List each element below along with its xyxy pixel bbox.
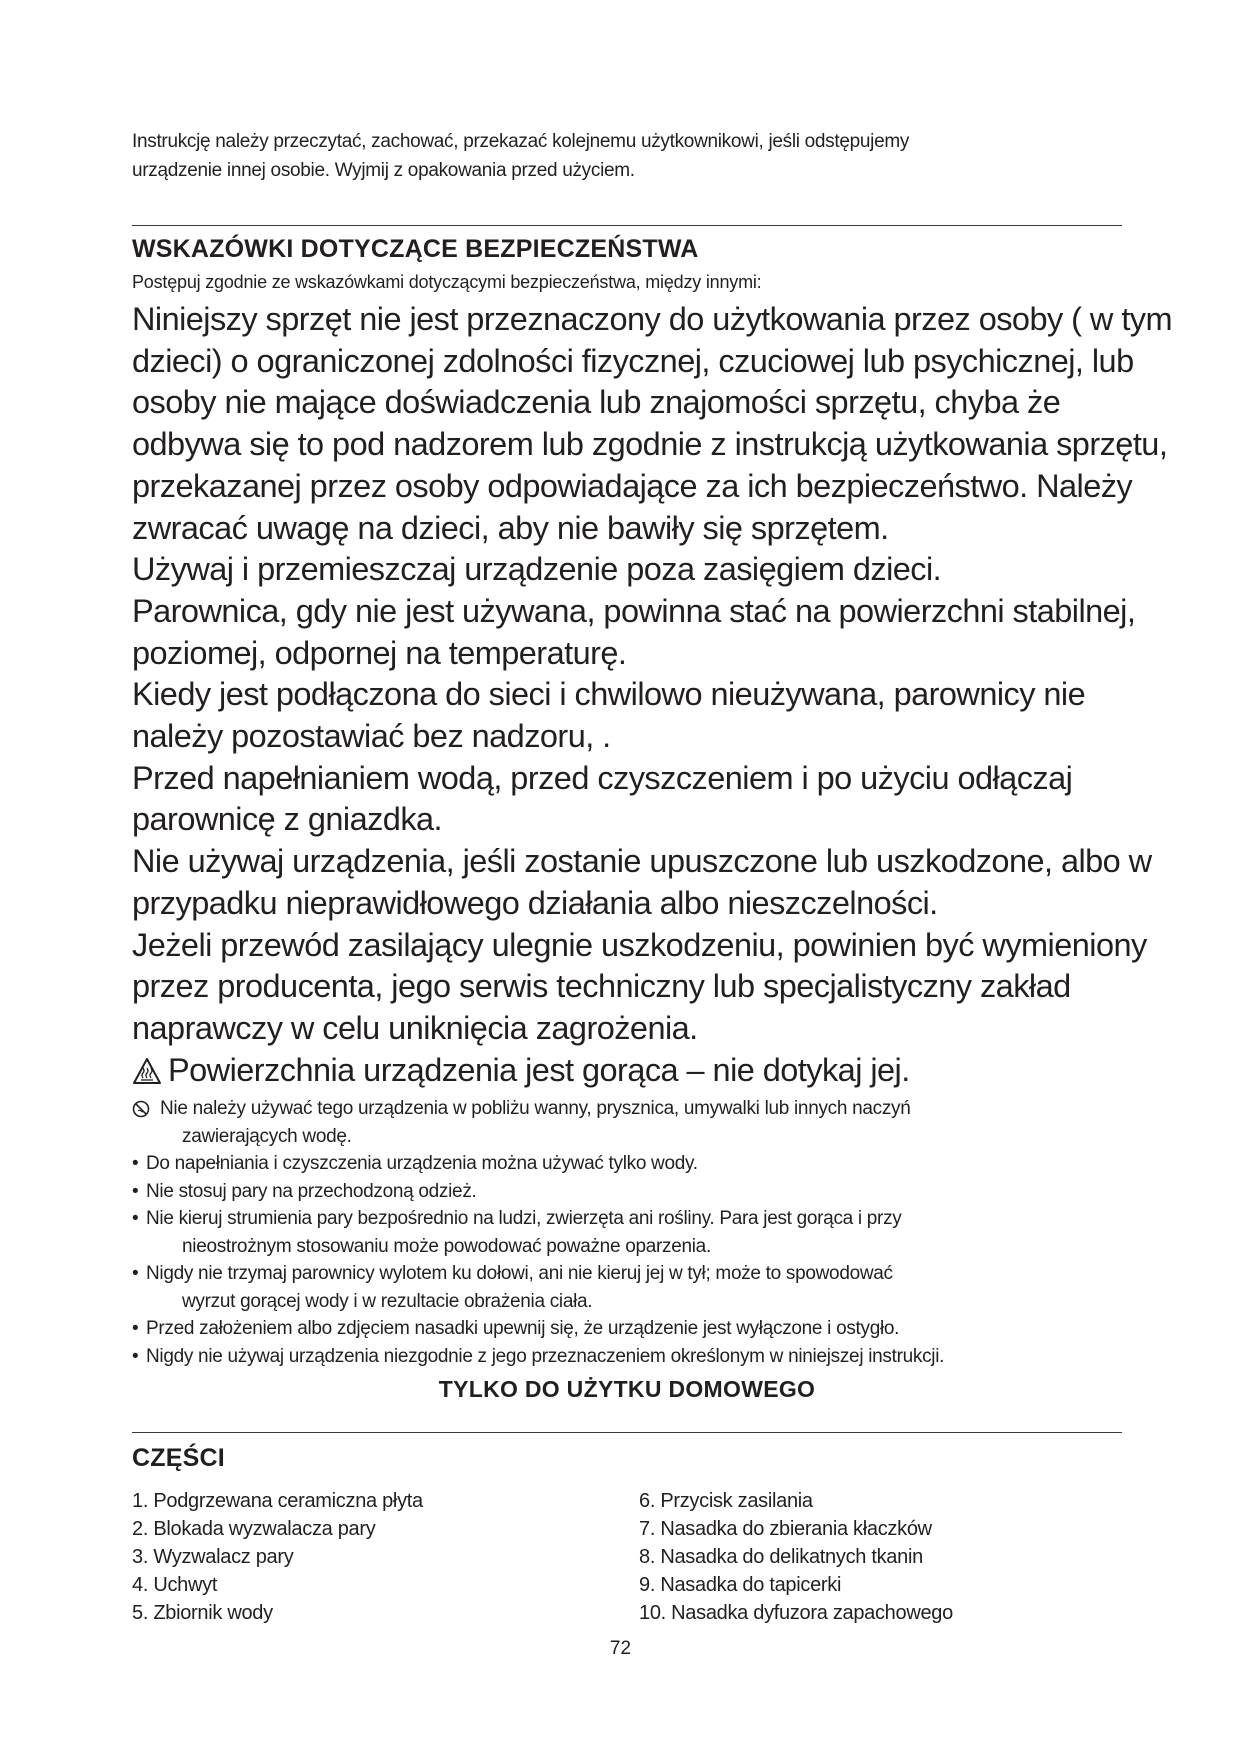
safety-bullet-list (132, 1095, 1122, 1370)
list-item (132, 1315, 1122, 1343)
hot-surface-warning (132, 1050, 1122, 1092)
safety-line: naprawczy w celu uniknięcia zagrożenia. (132, 1009, 698, 1046)
safety-line: odbywa się to pod nadzorem lub zgodnie z instrukcją użytkowania sprzętu, (132, 426, 1168, 463)
list-item (132, 1095, 1122, 1150)
no-water-prohibition-icon (132, 1100, 150, 1118)
safety-line: Nie używaj urządzenia, jeśli zostanie upuszczone lub uszkodzone, albo w (132, 843, 1152, 880)
safety-heading: WSKAZÓWKI DOTYCZĄCE BEZPIECZEŃSTWA (132, 235, 699, 263)
safety-line: przez producenta, jego serwis techniczny lub specjalistyczny zakład (132, 968, 1071, 1005)
parts-heading: CZĘŚCI (132, 1444, 225, 1473)
parts-column-right (639, 1487, 953, 1627)
list-item-text: Nie stosuj pary na przechodzoną odzież. (146, 1180, 477, 1202)
list-item-text: wyrzut gorącej wody i w rezultacie obrażenia ciała. (182, 1290, 593, 1312)
part-item: 2. Blokada wyzwalacza pary (132, 1518, 376, 1541)
safety-line: osoby nie mające doświadczenia lub znajomości sprzętu, chyba że (132, 384, 1061, 421)
bullet: • (132, 1263, 139, 1285)
safety-line: Przed napełnianiem wodą, przed czyszczeniem i po użyciu odłączaj (132, 759, 1073, 796)
part-item: 5. Zbiornik wody (132, 1602, 273, 1625)
list-item-text: zawierających wodę. (182, 1125, 352, 1147)
list-item-text: Przed założeniem albo zdjęciem nasadki upewnij się, że urządzenie jest wyłączone i ostygło. (146, 1318, 900, 1340)
bullet: • (132, 1318, 139, 1340)
hot-surface-warning-icon (132, 1057, 162, 1085)
list-item (132, 1150, 1122, 1178)
safety-line: Niniejszy sprzęt nie jest przeznaczony do użytkowania przez osoby ( w tym (132, 301, 1173, 337)
safety-line: przekazanej przez osoby odpowiadające za ich bezpieczeństwo. Należy (132, 467, 1133, 504)
list-item (132, 1343, 1122, 1371)
safety-line: Używaj i przemieszczaj urządzenie poza zasięgiem dzieci. (132, 551, 942, 588)
safety-line: należy pozostawiać bez nadzoru, . (132, 718, 611, 755)
safety-line: Parownica, gdy nie jest używana, powinna stać na powierzchni stabilnej, (132, 592, 1136, 629)
part-item: 3. Wyzwalacz pary (132, 1546, 294, 1569)
section-divider (132, 225, 1122, 226)
section-divider (132, 1432, 1122, 1433)
safety-large-text (132, 299, 1173, 1091)
part-item: 1. Podgrzewana ceramiczna płyta (132, 1490, 423, 1513)
bullet: • (132, 1208, 139, 1230)
intro-text (132, 127, 1122, 185)
safety-line: Kiedy jest podłączona do sieci i chwilowo nieużywana, parownicy nie (132, 676, 1086, 713)
bullet: • (132, 1153, 139, 1175)
safety-line: dzieci) o ograniczonej zdolności fizycznej, czuciowej lub psychicznej, lub (132, 342, 1134, 379)
list-item (132, 1178, 1122, 1206)
safety-subheading: Postępuj zgodnie ze wskazówkami dotyczącymi bezpieczeństwa, między innymi: (132, 272, 762, 292)
parts-column-left (132, 1487, 639, 1627)
list-item-text: Nie kieruj strumienia pary bezpośrednio na ludzi, zwierzęta ani rośliny. Para jest gorąca i przy (146, 1208, 902, 1230)
bullet: • (132, 1345, 139, 1367)
list-item-text: Do napełniania i czyszczenia urządzenia można używać tylko wody. (146, 1153, 698, 1175)
list-item (132, 1260, 1122, 1315)
part-item: 4. Uchwyt (132, 1574, 218, 1597)
part-item: 8. Nasadka do delikatnych tkanin (639, 1546, 923, 1569)
safety-line: parownicę z gniazdka. (132, 801, 443, 838)
intro-line: urządzenie innej osobie. Wyjmij z opakowania przed użyciem. (132, 160, 635, 181)
safety-line: zwracać uwagę na dzieci, aby nie bawiły się sprzętem. (132, 509, 889, 546)
hot-surface-warning-text: Powierzchnia urządzenia jest gorąca – nie dotykaj jej. (168, 1051, 910, 1088)
list-item-text: Nigdy nie trzymaj parownicy wylotem ku dołowi, ani nie kieruj jej w tył; może to spowodować (146, 1263, 893, 1285)
part-item: 7. Nasadka do zbierania kłaczków (639, 1518, 932, 1541)
part-item: 10. Nasadka dyfuzora zapachowego (639, 1602, 953, 1625)
list-item-text: Nie należy używać tego urządzenia w pobliżu wanny, prysznica, umywalki lub innych naczyń (160, 1098, 911, 1120)
list-item (132, 1205, 1122, 1260)
safety-line: przypadku nieprawidłowego działania albo nieszczelności. (132, 884, 938, 921)
list-item-text: Nigdy nie używaj urządzenia niezgodnie z jego przeznaczeniem określonym w niniejszej instrukcji. (146, 1345, 945, 1367)
household-use-notice: TYLKO DO UŻYTKU DOMOWEGO (438, 1376, 816, 1403)
safety-line: poziomej, odpornej na temperaturę. (132, 634, 627, 671)
bullet: • (132, 1180, 139, 1202)
list-item-text: nieostrożnym stosowaniu może powodować poważne oparzenia. (182, 1235, 711, 1257)
safety-line: Jeżeli przewód zasilający ulegnie uszkodzeniu, powinien być wymieniony (132, 926, 1147, 963)
part-item: 6. Przycisk zasilania (639, 1490, 813, 1513)
intro-line: Instrukcję należy przeczytać, zachować, przekazać kolejnemu użytkownikowi, jeśli odstępujemy (132, 131, 910, 152)
parts-list (132, 1487, 1122, 1627)
part-item: 9. Nasadka do tapicerki (639, 1574, 842, 1597)
manual-page (132, 127, 1173, 1627)
page-number: 72 (609, 1638, 632, 1659)
